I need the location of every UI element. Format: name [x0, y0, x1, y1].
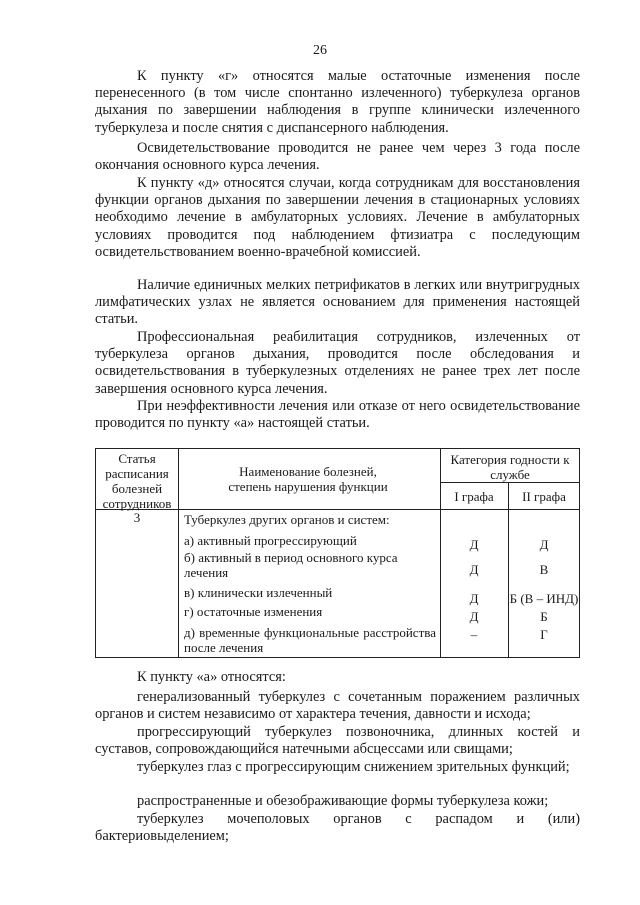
table-row-divider: [440, 482, 580, 483]
paragraph-point-d: [95, 175, 580, 261]
row-graph-2: Д: [539, 537, 549, 552]
paragraph-text: Профессиональная реабилитация сотрудников, излеченных от туберкулеза органов дыхания, проводится после обследования и освидетельствования в туберкулезных отделениях не ранее трех лет после завершения основного курса лечения.: [95, 329, 580, 397]
row-graph-2: Г: [540, 627, 548, 642]
header-graph-2: II графа: [522, 489, 566, 504]
section-title: Туберкулез других органов и систем:: [184, 512, 390, 527]
paragraph-text: К пункту «д» относятся случаи, когда сотрудникам для восстановления функции органов дыхания по завершении лечения в стационарных условиях необходимо лечение в амбулаторных условиях. Лечение в амбулаторных условиях проводится под наблюдением фтизиатра с последующим освидетельствованием военно-врачебной комиссией.: [95, 175, 580, 260]
row-name: в) клинически излеченный: [184, 585, 333, 600]
row-graph-1: Д: [469, 537, 479, 552]
row-graph-1: Д: [469, 591, 479, 606]
paragraph-text: При неэффективности лечения или отказе от него освидетельствование проводится по пункту «а» настоящей статьи.: [95, 398, 580, 432]
list-item-text: туберкулез мочеполовых органов с распадом и (или) бактериовыделением;: [95, 811, 580, 845]
row-graph-2: В: [539, 562, 549, 577]
list-item: [95, 724, 580, 758]
row-name: г) остаточные изменения: [184, 604, 323, 619]
disease-schedule-table: [95, 448, 580, 658]
paragraph-rehabilitation: [95, 329, 580, 398]
list-item-text: туберкулез глаз с прогрессирующим снижением зрительных функций;: [137, 759, 570, 775]
paragraph-examination-timing: [95, 140, 580, 174]
list-item: [95, 759, 580, 776]
list-item-text: распространенные и обезображивающие формы туберкулеза кожи;: [137, 793, 549, 809]
page-number: 26: [313, 43, 327, 58]
header-category: Категория годности к службе: [450, 452, 570, 482]
list-item: [95, 811, 580, 845]
list-item: [95, 689, 580, 723]
list-item-text: генерализованный туберкулез с сочетанным поражением различных органов и систем независимо от характера течения, давности и исхода;: [95, 689, 580, 723]
row-graph-1: Д: [469, 562, 479, 577]
list-item-text: прогрессирующий туберкулез позвоночника, длинных костей и суставов, сопровождающийся натечными абсцессами или свищами;: [95, 724, 580, 758]
row-graph-1: –: [470, 627, 478, 642]
paragraph-text: К пункту «г» относятся малые остаточные изменения после перенесенного (в том числе спонтанно излеченного) туберкулеза органов дыхания по завершении наблюдения в группе клинически излеченного туберкулеза и после снятия с диспансерного наблюдения.: [95, 68, 580, 136]
row-graph-1: Д: [469, 609, 479, 624]
paragraph-point-g: [95, 68, 580, 137]
paragraph-petrificates: [95, 277, 580, 329]
row-name: а) активный прогрессирующий: [184, 533, 357, 548]
row-graph-2: Б: [540, 609, 548, 624]
after-table-intro: [95, 669, 580, 686]
row-name: б) активный в период основного курса лечения: [184, 550, 398, 580]
article-number: 3: [133, 510, 141, 525]
paragraph-text: Освидетельствование проводится не ранее чем через 3 года после окончания основного курса лечения.: [95, 140, 580, 174]
paragraph-text: К пункту «а» относятся:: [137, 669, 286, 685]
table-column-divider: [440, 449, 441, 657]
paragraph-text: Наличие единичных мелких петрификатов в легких или внутригрудных лимфатических узлах не является основанием для применения настоящей статьи.: [95, 277, 580, 328]
list-item: [95, 793, 580, 810]
row-name: д) временные функциональные расстройства после лечения: [184, 625, 436, 655]
header-disease: Наименование болезней, степень нарушения функции: [228, 464, 388, 494]
table-column-divider: [178, 449, 179, 657]
header-graph-1: I графа: [454, 489, 494, 504]
header-article: Статья расписания болезней сотрудников: [102, 451, 172, 511]
paragraph-ineffective-treatment: [95, 398, 580, 432]
row-graph-2: Б (В – ИНД): [509, 591, 579, 606]
